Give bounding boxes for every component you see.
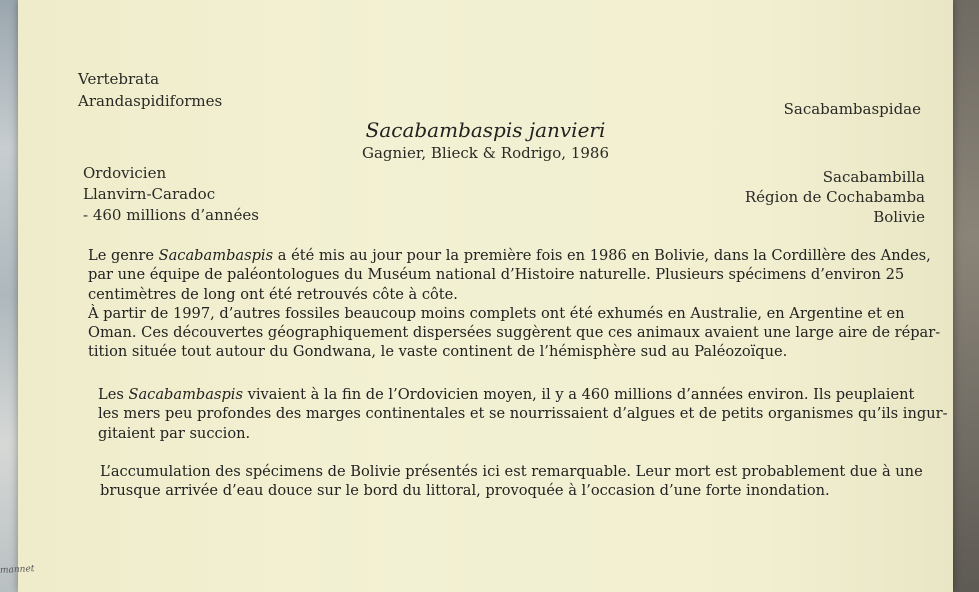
period-ordovicien: Ordovicien	[83, 164, 167, 182]
paragraph-line	[88, 246, 940, 265]
locality-site: Sacabambilla	[822, 168, 925, 186]
species-authors: Gagnier, Blieck & Rodrigo, 1986	[361, 144, 610, 162]
species-name: Sacabambaspis janvieri	[365, 118, 606, 142]
taxon-family: Sacabambaspidae	[783, 100, 921, 118]
paragraph-line: gitaient par succion.	[98, 424, 251, 442]
museum-label-card	[18, 0, 953, 592]
taxon-vertebrata: Vertebrata	[78, 70, 160, 88]
genus-name: Sacabambaspis	[158, 247, 274, 264]
locality-region: Région de Cochabamba	[744, 188, 925, 206]
paragraph-line: brusque arrivée d’eau douce sur le bord du littoral, provoquée à l’occasion d’une forte inondation.	[100, 482, 830, 500]
text-span: a été mis au jour pour la première fois en 1986 en Bolivie, dans la Cordillère des Andes,	[273, 247, 931, 264]
paragraph-discovery	[88, 246, 940, 362]
text-span: Les	[98, 386, 129, 403]
paragraph-line: par une équipe de paléontologues du Muséum national d’Histoire naturelle. Plusieurs spécimens d’environ 25	[88, 266, 905, 284]
genus-name: Sacabambaspis	[128, 386, 243, 403]
paragraph-line: tition située tout autour du Gondwana, le vaste continent de l’hémisphère sud au Paléozoïque.	[88, 343, 788, 361]
period-age: - 460 millions d’années	[83, 206, 259, 224]
paragraph-accumulation	[100, 462, 923, 501]
text-span: vivaient à la fin de l’Ordovicien moyen, il y a 460 millions d’années environ. Ils peuplaient	[242, 386, 915, 403]
paragraph-line: L’accumulation des spécimens de Bolivie présentés ici est remarquable. Leur mort est probablement due à une	[100, 463, 923, 480]
locality-country: Bolivie	[873, 208, 925, 226]
artist-signature: mannet	[0, 564, 35, 576]
paragraph-ecology	[98, 385, 948, 443]
paragraph-line: centimètres de long ont été retrouvés côte à côte.	[88, 285, 458, 303]
paragraph-line	[98, 385, 948, 404]
paragraph-line: Oman. Ces découvertes géographiquement dispersées suggèrent que ces animaux avaient une large aire de répar-	[88, 324, 941, 342]
paragraph-line: À partir de 1997, d’autres fossiles beaucoup moins complets ont été exhumés en Australie, en Argentine et en	[88, 304, 905, 322]
text-span: Le genre	[88, 247, 159, 264]
taxon-order: Arandaspidiformes	[78, 92, 223, 110]
period-stage: Llanvirn-Caradoc	[83, 185, 216, 203]
paragraph-line: les mers peu profondes des marges continentales et se nourrissaient d’algues et de petits organismes qu’ils ingur-	[98, 405, 948, 423]
